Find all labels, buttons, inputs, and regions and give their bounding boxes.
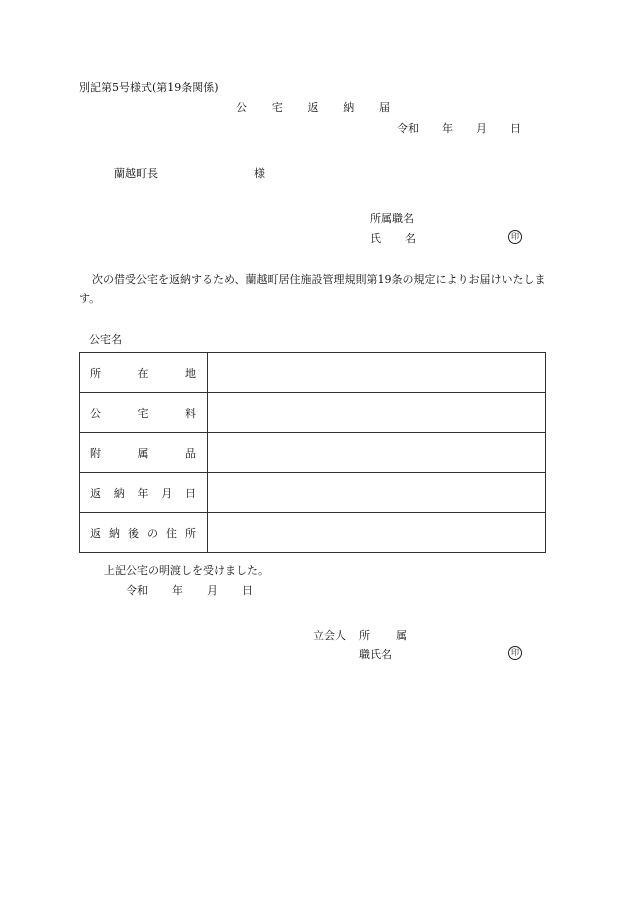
date-year: 年	[442, 122, 453, 135]
location-value[interactable]	[208, 353, 546, 393]
housing-name-label: 公宅名	[89, 333, 122, 346]
witness-seal	[508, 645, 522, 660]
title-char: 宅	[271, 101, 283, 114]
applicant-name-label	[370, 230, 416, 246]
table-row	[80, 353, 546, 393]
date-month: 月	[207, 584, 218, 597]
receipt-date	[126, 582, 253, 598]
row-label: 公 宅 料	[80, 393, 208, 433]
table-row	[80, 513, 546, 553]
table-row	[80, 473, 546, 513]
date-month: 月	[476, 122, 487, 135]
witness-position-name-label: 職氏名	[359, 648, 392, 661]
date-era: 令和	[126, 584, 148, 597]
date-day: 日	[242, 584, 253, 597]
row-label: 附 属 品	[80, 433, 208, 473]
witness-affiliation-label: 所 属	[359, 629, 407, 642]
date-day: 日	[510, 122, 521, 135]
fixtures-value[interactable]	[208, 433, 546, 473]
table-row	[80, 393, 546, 433]
body-text: 次の借受公宅を返納するため、蘭越町居住施設管理規則第19条の規定によりお届けいたします。	[79, 273, 546, 305]
addressee-name: 蘭越町長	[114, 167, 158, 180]
name-label-char: 名	[405, 232, 416, 245]
title-char: 届	[379, 101, 390, 114]
submission-date	[397, 120, 521, 136]
applicant-seal	[508, 229, 522, 244]
rent-value[interactable]	[208, 393, 546, 433]
seal-mark: 印	[508, 230, 522, 244]
date-era: 令和	[397, 122, 419, 135]
table-row	[80, 433, 546, 473]
name-label-char: 氏	[370, 232, 381, 245]
housing-table	[79, 352, 546, 553]
row-label: 返 納 年 月 日	[80, 473, 208, 513]
return-date-value[interactable]	[208, 473, 546, 513]
form-number: 別記第5号様式(第19条関係)	[79, 81, 219, 94]
applicant-affiliation-label: 所属職名	[370, 212, 414, 225]
title-char: 公	[236, 101, 247, 114]
title-char: 返	[307, 101, 319, 114]
title-char: 納	[343, 101, 355, 114]
seal-mark: 印	[508, 646, 522, 660]
post-return-address-value[interactable]	[208, 513, 546, 553]
date-year: 年	[172, 584, 183, 597]
row-label: 所 在 地	[80, 353, 208, 393]
witness-label: 立会人	[313, 629, 346, 642]
addressee-honorific: 様	[254, 167, 265, 180]
receipt-text: 上記公宅の明渡しを受けました。	[104, 564, 269, 577]
row-label: 返 納 後 の 住 所	[80, 513, 208, 553]
form-title	[236, 99, 390, 115]
